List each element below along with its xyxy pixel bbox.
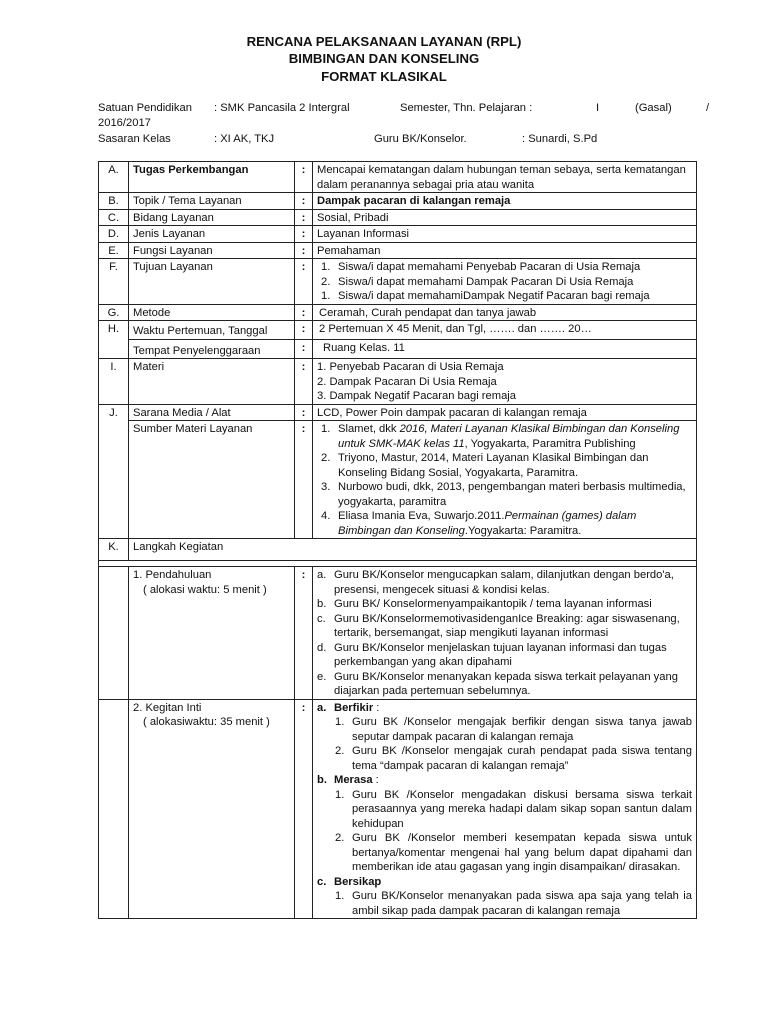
group-heading xyxy=(317,701,692,716)
row-colon: : xyxy=(295,567,313,700)
item-number: 1. xyxy=(321,261,331,273)
row-value: Ceramah, Curah pendapat dan tanya jawab xyxy=(313,304,697,321)
semester-slash: / xyxy=(706,102,710,114)
source-item xyxy=(317,422,692,451)
item-number: 1. xyxy=(335,890,345,902)
group-title: Merasa xyxy=(334,774,373,786)
source-publisher: .Yogyakarta: Paramitra. xyxy=(464,524,582,537)
row-colon: : xyxy=(295,226,313,243)
row-sumber xyxy=(99,421,697,539)
item-text: Guru BK/Konselor menanyakan pada siswa apa saja yang telah ia ambil sikap pada dampak pacaran di kalangan remaja xyxy=(352,890,692,917)
item-text: Guru BK/Konselor menjelaskan tujuan layanan informasi dan tugas perkembangan yang akan dipahami xyxy=(334,641,667,668)
item-number: 1. xyxy=(321,290,331,302)
row-colon: : xyxy=(295,339,313,359)
list-item xyxy=(317,597,692,612)
item-number: a. xyxy=(317,569,327,581)
row-sarana xyxy=(99,404,697,421)
step-title: 2. Kegitan Inti xyxy=(133,701,202,714)
item-number: d. xyxy=(317,641,327,654)
step-duration: ( alokasiwaktu: 35 menit ) xyxy=(143,716,270,728)
group-number: b. xyxy=(317,774,327,786)
item-text: Guru BK/ Konselormenyampaikantopik / tema layanan informasi xyxy=(334,598,652,610)
row-value: Ruang Kelas. 11 xyxy=(313,339,697,359)
row-topik xyxy=(99,193,697,210)
list-item xyxy=(317,641,692,670)
item-number: 1. xyxy=(335,788,345,801)
list-item xyxy=(317,568,692,597)
item-text: Guru BK /Konselor mengadakan diskusi bersama siswa terkait perasaannya yang mereka hadapi dalam sikap sopan santun dalam kehidupan xyxy=(352,788,692,830)
group-suffix: : xyxy=(373,701,380,714)
item-text: Siswa/i dapat memahamiDampak Negatif Pacaran bagi remaja xyxy=(338,290,650,302)
list-item xyxy=(317,788,692,832)
row-value xyxy=(313,359,697,405)
row-value: Mencapai kematangan dalam hubungan teman sebaya, serta kematangan dalam peranannya sebagai pria atau wanita xyxy=(313,162,697,193)
row-letter: B. xyxy=(99,193,129,210)
step-content xyxy=(313,699,697,919)
semester-gasal: (Gasal) xyxy=(635,102,672,114)
document-title: RENCANA PELAKSANAAN LAYANAN (RPL) xyxy=(246,34,522,49)
document-format: FORMAT KLASIKAL xyxy=(321,69,447,84)
item-text: Guru BK/Konselor menanyakan kepada siswa terkait pelayanan yang diajarkan pada pertemuan sebelumnya. xyxy=(334,670,678,697)
list-item xyxy=(317,744,692,773)
list-item xyxy=(317,612,692,641)
item-text: Guru BK/KonselormemotivasidenganIce Breaking: agar siswasenang, tertarik, bersemangat, siap mengikuti layanan informasi xyxy=(334,612,680,639)
step-title: 1. Pendahuluan xyxy=(133,569,212,581)
source-publisher: , Yogyakarta, Paramitra Publishing xyxy=(464,437,636,450)
rpl-table xyxy=(98,161,697,919)
list-item xyxy=(317,670,692,699)
source-text: Triyono, Mastur, 2014, Materi Layanan Klasikal Bimbingan dan Konseling Bidang Sosial, Yogyakarta, Paramitra. xyxy=(338,452,649,479)
item-number: 2. xyxy=(321,452,331,464)
item-text: Guru BK /Konselor mengajak curah pendapat pada siswa tentang tema “dampak pacaran di kalangan remaja” xyxy=(352,745,692,772)
source-item xyxy=(317,480,692,509)
row-value xyxy=(313,421,697,539)
row-colon: : xyxy=(295,359,313,405)
group-title: Berfikir xyxy=(334,701,374,714)
row-letter: J. xyxy=(99,404,129,539)
list-item xyxy=(317,889,692,918)
row-label: Tujuan Layanan xyxy=(129,259,295,305)
row-label: Sarana Media / Alat xyxy=(129,404,295,421)
group-heading xyxy=(317,875,692,890)
item-number: 3. xyxy=(321,481,331,493)
row-tugas-perkembangan xyxy=(99,162,697,193)
step-label-cell xyxy=(129,699,295,919)
row-letter: H. xyxy=(99,321,129,359)
list-item xyxy=(317,260,692,275)
row-letter: G. xyxy=(99,304,129,321)
row-colon: : xyxy=(295,404,313,421)
row-colon: : xyxy=(295,321,313,340)
row-value: Pemahaman xyxy=(313,242,697,259)
row-colon: : xyxy=(295,209,313,226)
item-number: 2. xyxy=(335,745,345,757)
item-number: 1. xyxy=(335,716,345,728)
step-duration: ( alokasi waktu: 5 menit ) xyxy=(143,583,267,596)
row-colon: : xyxy=(295,162,313,193)
row-value: 2 Pertemuan X 45 Menit, dan Tgl, ……. dan ……. 20… xyxy=(313,321,697,340)
row-pendahuluan xyxy=(99,567,697,700)
row-letter: A. xyxy=(99,162,129,193)
source-text: Slamet, dkk xyxy=(338,423,400,435)
row-colon: : xyxy=(295,699,313,919)
semester-roman: I xyxy=(596,102,600,114)
row-letter: K. xyxy=(99,539,129,561)
list-item: 2. Dampak Pacaran Di Usia Remaja xyxy=(317,375,497,388)
empty-cell xyxy=(99,567,129,700)
satuan-value: : SMK Pancasila 2 Intergral xyxy=(214,102,350,114)
row-colon: : xyxy=(295,421,313,539)
row-value xyxy=(313,259,697,305)
row-colon: : xyxy=(295,304,313,321)
list-item xyxy=(317,289,692,304)
guru-label: Guru BK/Konselor. xyxy=(374,133,467,145)
row-label: Langkah Kegiatan xyxy=(129,539,697,561)
row-kegiatan-inti xyxy=(99,699,697,919)
row-materi xyxy=(99,359,697,405)
item-text: Siswa/i dapat memahami Penyebab Pacaran di Usia Remaja xyxy=(338,261,641,273)
row-label: Fungsi Layanan xyxy=(129,242,295,259)
row-metode xyxy=(99,304,697,321)
row-value: Dampak pacaran di kalangan remaja xyxy=(313,193,697,210)
item-text: Guru BK /Konselor mengajak berfikir dengan siswa tanya jawab seputar dampak pacaran di kalangan remaja xyxy=(352,716,692,743)
row-letter: F. xyxy=(99,259,129,305)
sasaran-value: : XI AK, TKJ xyxy=(214,133,275,145)
list-item xyxy=(317,715,692,744)
row-letter: C. xyxy=(99,209,129,226)
row-tujuan xyxy=(99,259,697,305)
row-tempat xyxy=(99,339,697,359)
empty-cell xyxy=(99,699,129,919)
item-number: c. xyxy=(317,612,326,625)
row-langkah-kegiatan xyxy=(99,539,697,561)
row-colon: : xyxy=(295,259,313,305)
group-number: a. xyxy=(317,701,327,714)
row-value: LCD, Power Poin dampak pacaran di kalangan remaja xyxy=(313,404,697,421)
item-number: 2. xyxy=(321,275,331,288)
row-letter: D. xyxy=(99,226,129,243)
group-heading xyxy=(317,773,692,788)
row-label: Tempat Penyelenggaraan xyxy=(129,339,295,359)
row-label: Jenis Layanan xyxy=(129,226,295,243)
source-item xyxy=(317,451,692,480)
row-waktu xyxy=(99,321,697,340)
row-fungsi xyxy=(99,242,697,259)
semester-year: 2016/2017 xyxy=(98,117,151,129)
group-number: c. xyxy=(317,875,327,888)
row-label: Materi xyxy=(129,359,295,405)
source-text: Eliasa Imania Eva, Suwarjo.2011. xyxy=(338,510,505,522)
satuan-label: Satuan Pendidikan xyxy=(98,102,192,114)
row-jenis xyxy=(99,226,697,243)
row-colon: : xyxy=(295,193,313,210)
item-number: 2. xyxy=(335,832,345,844)
source-title: 2016, Materi Layanan Klasikal Bimbingan dan Konseling untuk SMK-MAK kelas 11 xyxy=(338,423,680,450)
group-title: Bersikap xyxy=(334,875,382,888)
row-label: Sumber Materi Layanan xyxy=(129,421,295,539)
list-item xyxy=(317,275,692,290)
source-text: Nurbowo budi, dkk, 2013, pengembangan materi berbasis multimedia, yogyakarta, paramitra xyxy=(338,481,686,508)
list-item: 1. Penyebab Pacaran di Usia Remaja xyxy=(317,361,504,373)
guru-value: : Sunardi, S.Pd xyxy=(522,133,598,145)
item-number: e. xyxy=(317,670,327,683)
item-number: 4. xyxy=(321,510,331,522)
item-text: Guru BK/Konselor mengucapkan salam, dilanjutkan dengan berdo'a, presensi, mengecek situasi & kondisi kelas. xyxy=(334,569,674,596)
row-colon: : xyxy=(295,242,313,259)
row-value: Sosial, Pribadi xyxy=(313,209,697,226)
item-text: Guru BK /Konselor memberi kesempatan kepada siswa untuk bertanya/komentar mengenai hal yang belum dapat dipahami dan memberikan ide atau gagasan yang ingin disampaikan/ dirasakan. xyxy=(352,832,692,873)
semester-label: Semester, Thn. Pelajaran : xyxy=(400,102,533,114)
row-letter: E. xyxy=(99,242,129,259)
document-subtitle: BIMBINGAN DAN KONSELING xyxy=(288,51,480,66)
row-value: Layanan Informasi xyxy=(313,226,697,243)
item-number: 1. xyxy=(321,423,331,435)
row-bidang xyxy=(99,209,697,226)
source-title: Permainan (games) dalam Bimbingan dan Konseling xyxy=(338,510,637,537)
list-item: 3. Dampak Negatif Pacaran bagi remaja xyxy=(317,390,516,402)
step-label-cell xyxy=(129,567,295,700)
row-label: Tugas Perkembangan xyxy=(129,162,295,193)
item-text: Siswa/i dapat memahami Dampak Pacaran Di Usia Remaja xyxy=(338,275,634,288)
step-content xyxy=(313,567,697,700)
source-item xyxy=(317,509,692,538)
row-label: Bidang Layanan xyxy=(129,209,295,226)
sasaran-label: Sasaran Kelas xyxy=(98,133,171,145)
row-label: Metode xyxy=(129,304,295,321)
group-suffix: : xyxy=(372,774,379,786)
row-letter: I. xyxy=(99,359,129,405)
item-number: b. xyxy=(317,598,327,610)
row-label: Topik / Tema Layanan xyxy=(129,193,295,210)
row-label: Waktu Pertemuan, Tanggal xyxy=(129,321,295,340)
list-item xyxy=(317,831,692,875)
